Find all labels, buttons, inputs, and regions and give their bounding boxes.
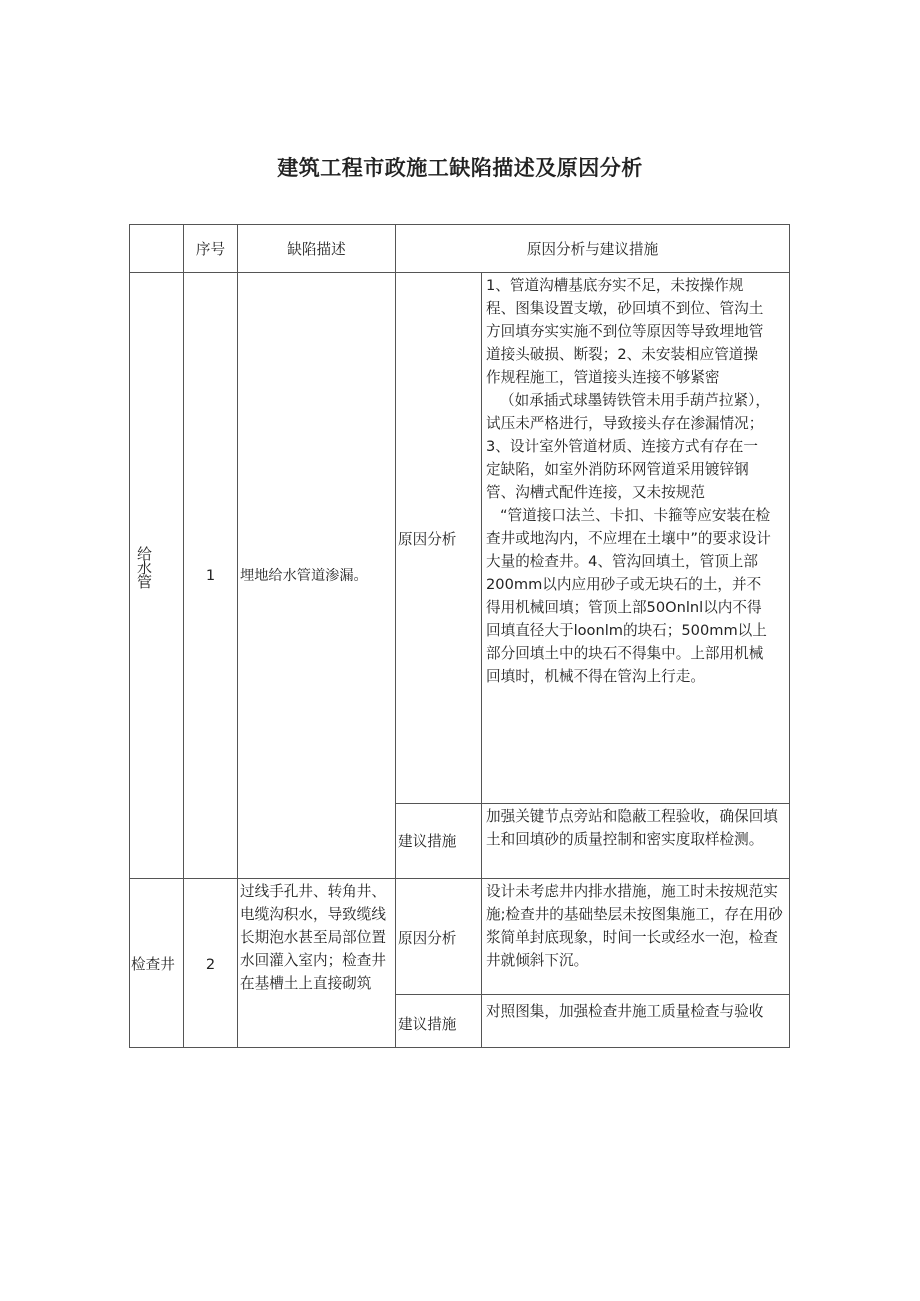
row1-category: 给水管 bbox=[135, 546, 153, 588]
row2-measure-text: 对照图集，加强检查井施工质量检查与验收 bbox=[486, 1003, 764, 1020]
row2-cause-text: 设计未考虑井内排水措施，施工时未按规范实施;检查井的基础垫层未按图集施工，存在用砂浆简单封底现象，时间一长或经水一泡，检查井就倾斜下沉。 bbox=[486, 883, 783, 969]
header-defect: 缺陷描述 bbox=[287, 241, 346, 258]
row1-cause-label: 原因分析 bbox=[398, 531, 457, 548]
row2-defect: 过线手孔井、转角井、电缆沟积水，导致缆线长期泡水甚至局部位置水回灌入室内；检查井在基槽土上直接砌筑 bbox=[240, 883, 386, 992]
row1-measure-label: 建议措施 bbox=[398, 833, 457, 850]
row1-seq: 1 bbox=[205, 567, 216, 584]
row1-cause-paragraph-1: 1、管道沟槽基底夯实不足，未按操作规程、图集设置支墩，砂回填不到位、管沟土方回填夯实实施不到位等原因等导致埋地管道接头破损、断裂；2、未安装相应管道操作规程施工，管道接头连接不够紧密 bbox=[486, 277, 764, 386]
row1-cause-text bbox=[486, 274, 772, 688]
row2-cause-label: 原因分析 bbox=[398, 930, 457, 947]
row2-seq: 2 bbox=[205, 956, 216, 973]
row1-cause-paragraph-2: （如承插式球墨铸铁管未用手葫芦拉紧），试压未严格进行，导致接头存在渗漏情况；3、设计室外管道材质、连接方式有存在一定缺陷，如室外消防环网管道采用镀锌钢管、沟槽式配件连接，又未按规范 bbox=[486, 392, 770, 501]
header-analysis: 原因分析与建议措施 bbox=[526, 241, 659, 258]
row2-measure-label: 建议措施 bbox=[398, 1016, 457, 1033]
page-title: 建筑工程市政施工缺陷描述及原因分析 bbox=[277, 156, 643, 180]
row1-cause-paragraph-3: “管道接口法兰、卡扣、卡箍等应安装在检查井或地沟内，不应埋在土壤中”的要求设计大量的检查井。4、管沟回填土，管顶上部200mm以内应用砂子或无块石的土，并不得用机械回填；管顶上部50Onlnl以内不得回填直径大于loonlm的块石；500mm以上部分回填土中的块石不得集中。上部用机械回填时，机械不得在管沟上行走。 bbox=[486, 507, 771, 685]
row1-defect: 埋地给水管道渗漏。 bbox=[240, 568, 368, 584]
row2-category: 检查井 bbox=[131, 956, 175, 973]
header-seq: 序号 bbox=[195, 241, 226, 258]
row1-measure-text: 加强关键节点旁站和隐蔽工程验收，确保回填土和回填砂的质量控制和密实度取样检测。 bbox=[486, 808, 778, 848]
